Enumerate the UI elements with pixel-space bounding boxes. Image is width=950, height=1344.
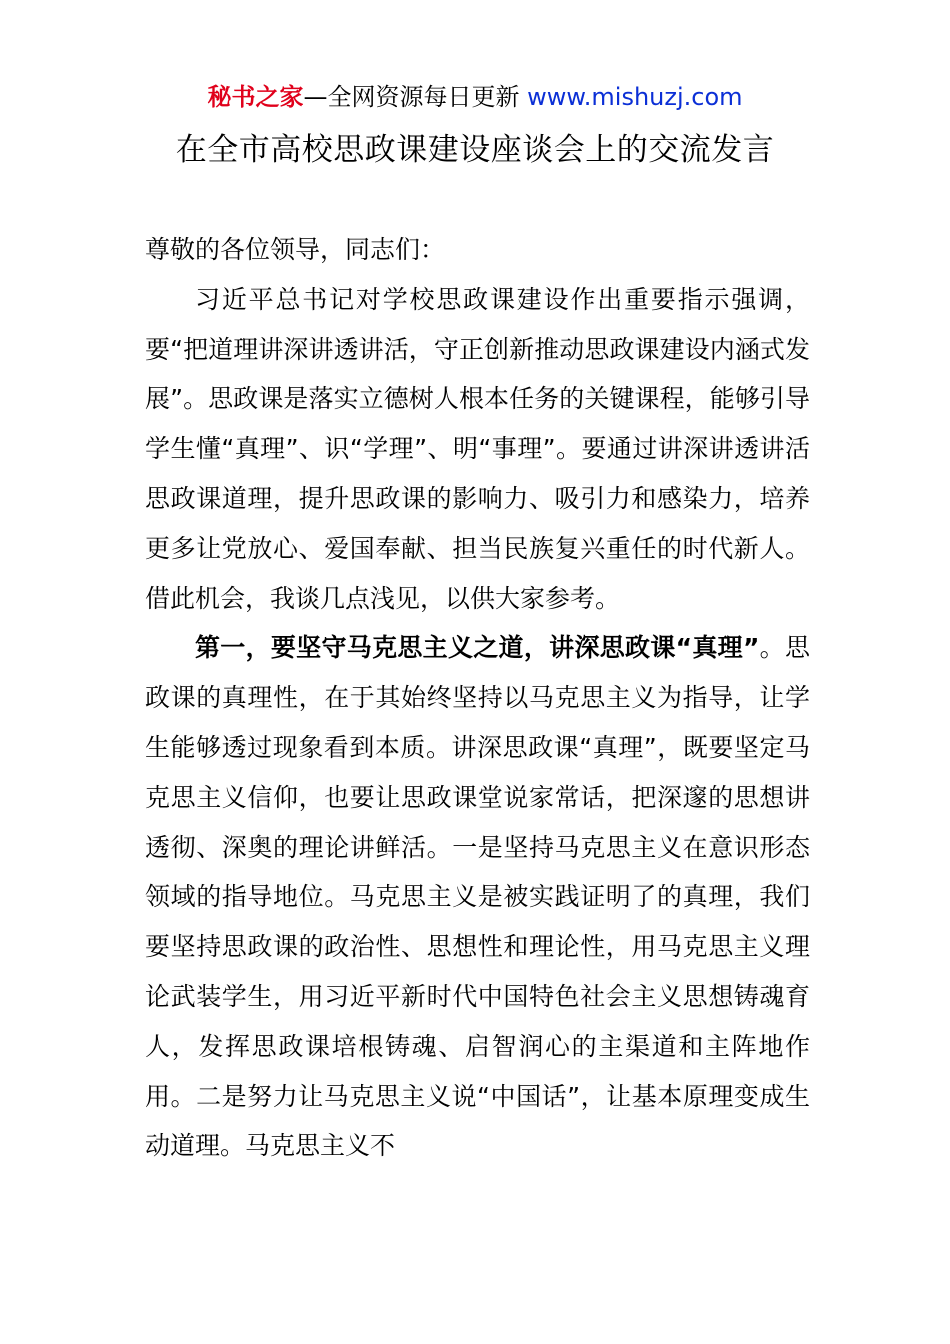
first-point-text: 。思政课的真理性，在于其始终坚持以马克思主义为指导，让学生能够透过现象看到本质。讲深思政课“真理”，既要坚定马克思主义信仰，也要让思政课堂说家常话，把深邃的思想讲透彻、深奥的理论讲鲜活。一是坚持马克思主义在意识形态领域的指导地位。马克思主义是被实践证明了的真理，我们要坚持思政课的政治性、思想性和理论性，用马克思主义理论武装学生，用习近平新时代中国特色社会主义思想铸魂育人，发挥思政课培根铸魂、启智润心的主渠道和主阵地作用。二是努力让马克思主义说“中国话”，让基本原理变成生动道理。马克思主义不 [145,633,810,1161]
paragraph-first-point [145,623,810,1171]
document-header [0,80,950,114]
paragraph-intro: 习近平总书记对学校思政课建设作出重要指示强调，要“把道理讲深讲透讲活，守正创新推动思政课建设内涵式发展”。思政课是落实立德树人根本任务的关键课程，能够引导学生懂“真理”、识“学理”、明“事理”。要通过讲深讲透讲活思政课道理，提升思政课的影响力、吸引力和感染力，培养更多让党放心、爱国奉献、担当民族复兴重任的时代新人。借此机会，我谈几点浅见，以供大家参考。 [145,284,810,613]
document-title: 在全市高校思政课建设座谈会上的交流发言 [175,132,775,168]
document-body [145,225,810,1171]
site-url[interactable]: www.mishuzj.com [527,83,743,111]
header-slogan: —全网资源每日更新 [303,83,528,111]
brand-name: 秘书之家 [207,83,304,111]
first-point-heading: 第一，要坚守马克思主义之道，讲深思政课“真理” [195,633,760,663]
greeting: 尊敬的各位领导，同志们： [145,235,446,264]
